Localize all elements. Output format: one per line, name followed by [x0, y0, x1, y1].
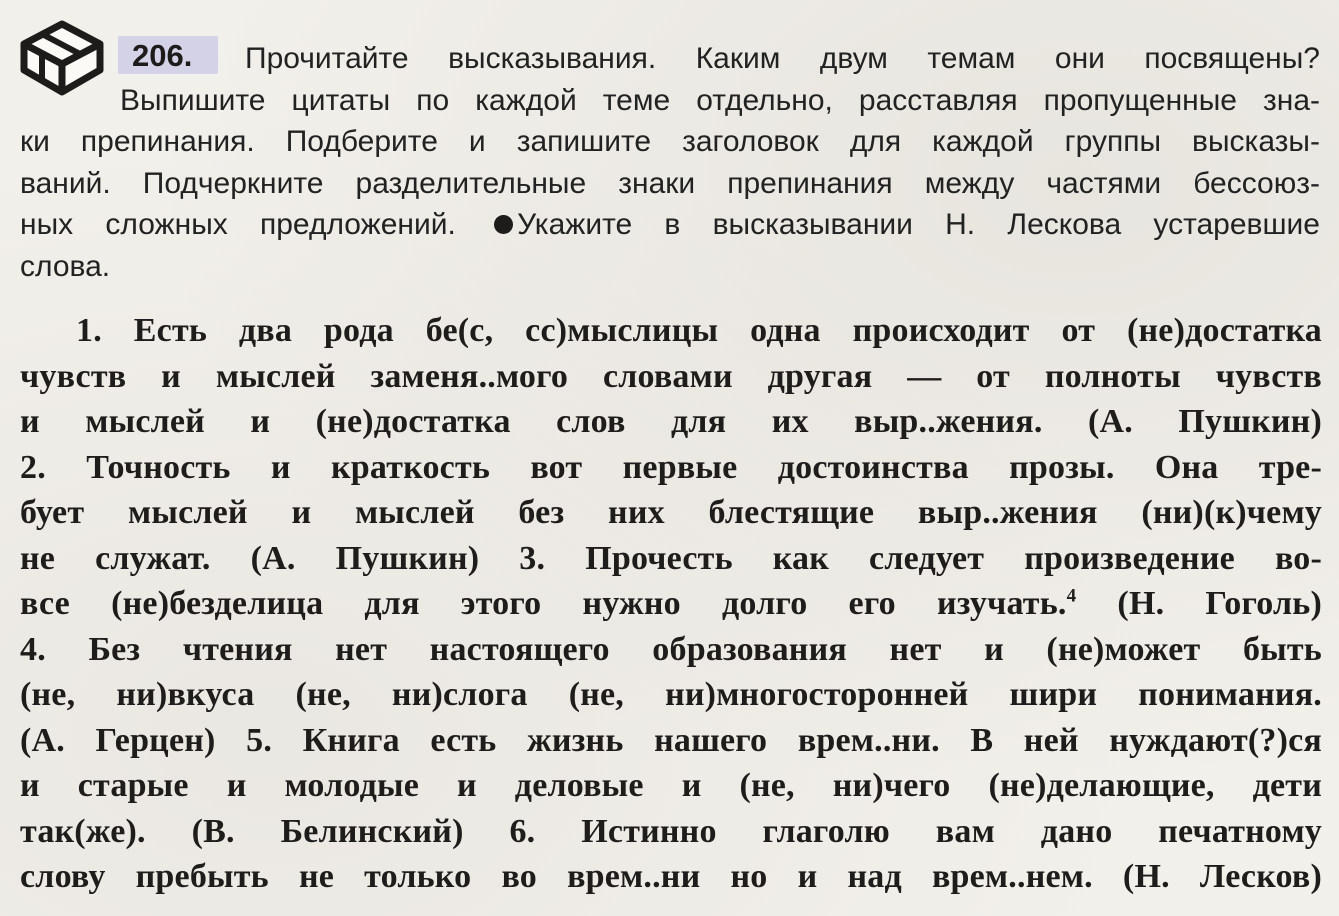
task-instructions [20, 38, 1320, 287]
task-number: 206. [132, 38, 193, 73]
quote-line: слову пребыть не только во врем..ни но и над врем..нем. (Н. Лесков) [20, 858, 1322, 895]
instruction-text: Укажите в высказывании Н. Лескова устаревшие [517, 208, 1320, 241]
quote-line: бует мыслей и мыслей без них блестящие выр..жения (ни)(к)чему [20, 494, 1322, 531]
quote-line: не служат. (А. Пушкин) 3. Прочесть как следует произведение во- [20, 539, 1322, 577]
quote-text: (Н. Гоголь) [1076, 585, 1322, 622]
quote-line: чувств и мыслей заменя..мого словами другая — от полноты чувств [20, 357, 1322, 395]
quote-line: (А. Герцен) 5. Книга есть жизнь нашего врем..ни. В ней нуждают(?)ся [20, 721, 1322, 759]
quote-line: 1. Есть два рода бе(с, сс)мыслицы одна происходит от (не)достатка [76, 312, 1322, 349]
instruction-line-with-bullet [20, 204, 1320, 246]
quote-line: и мыслей и (не)достатка слов для их выр..жения. (А. Пушкин) [20, 403, 1322, 440]
quote-line: (не, ни)вкуса (не, ни)слога (не, ни)многосторонней шири понимания. [20, 676, 1322, 713]
instruction-line: ваний. Подчеркните разделительные знаки препинания между частями бессоюз- [20, 166, 1320, 200]
instruction-line: слова. [20, 249, 111, 283]
quote-line: 4. Без чтения нет настоящего образования нет и (не)может быть [20, 630, 1322, 668]
bullet-icon [494, 215, 513, 234]
footnote-mark: 4 [1066, 585, 1077, 607]
quote-line: так(же). (В. Белинский) 6. Истинно глаголю вам дано печатному [20, 812, 1322, 850]
instruction-text: ных сложных предложений. [20, 208, 456, 241]
instruction-line: Прочитайте высказывания. Каким двум темам они посвящены? [245, 42, 1320, 75]
instruction-line: Выпишите цитаты по каждой теме отдельно, расставляя пропущенные зна- [120, 83, 1320, 117]
quote-text: все (не)безделица для этого нужно долго его изучать. [20, 585, 1067, 622]
instruction-line: ки препинания. Подберите и запишите заголовок для каждой группы высказы- [20, 125, 1320, 158]
quote-line: 2. Точность и краткость вот первые достоинства прозы. Она тре- [20, 448, 1322, 486]
quote-line-with-footnote [20, 581, 1322, 627]
quotes-block [20, 308, 1322, 900]
quote-line: и старые и молодые и деловые и (не, ни)чего (не)делающие, дети [20, 767, 1322, 804]
